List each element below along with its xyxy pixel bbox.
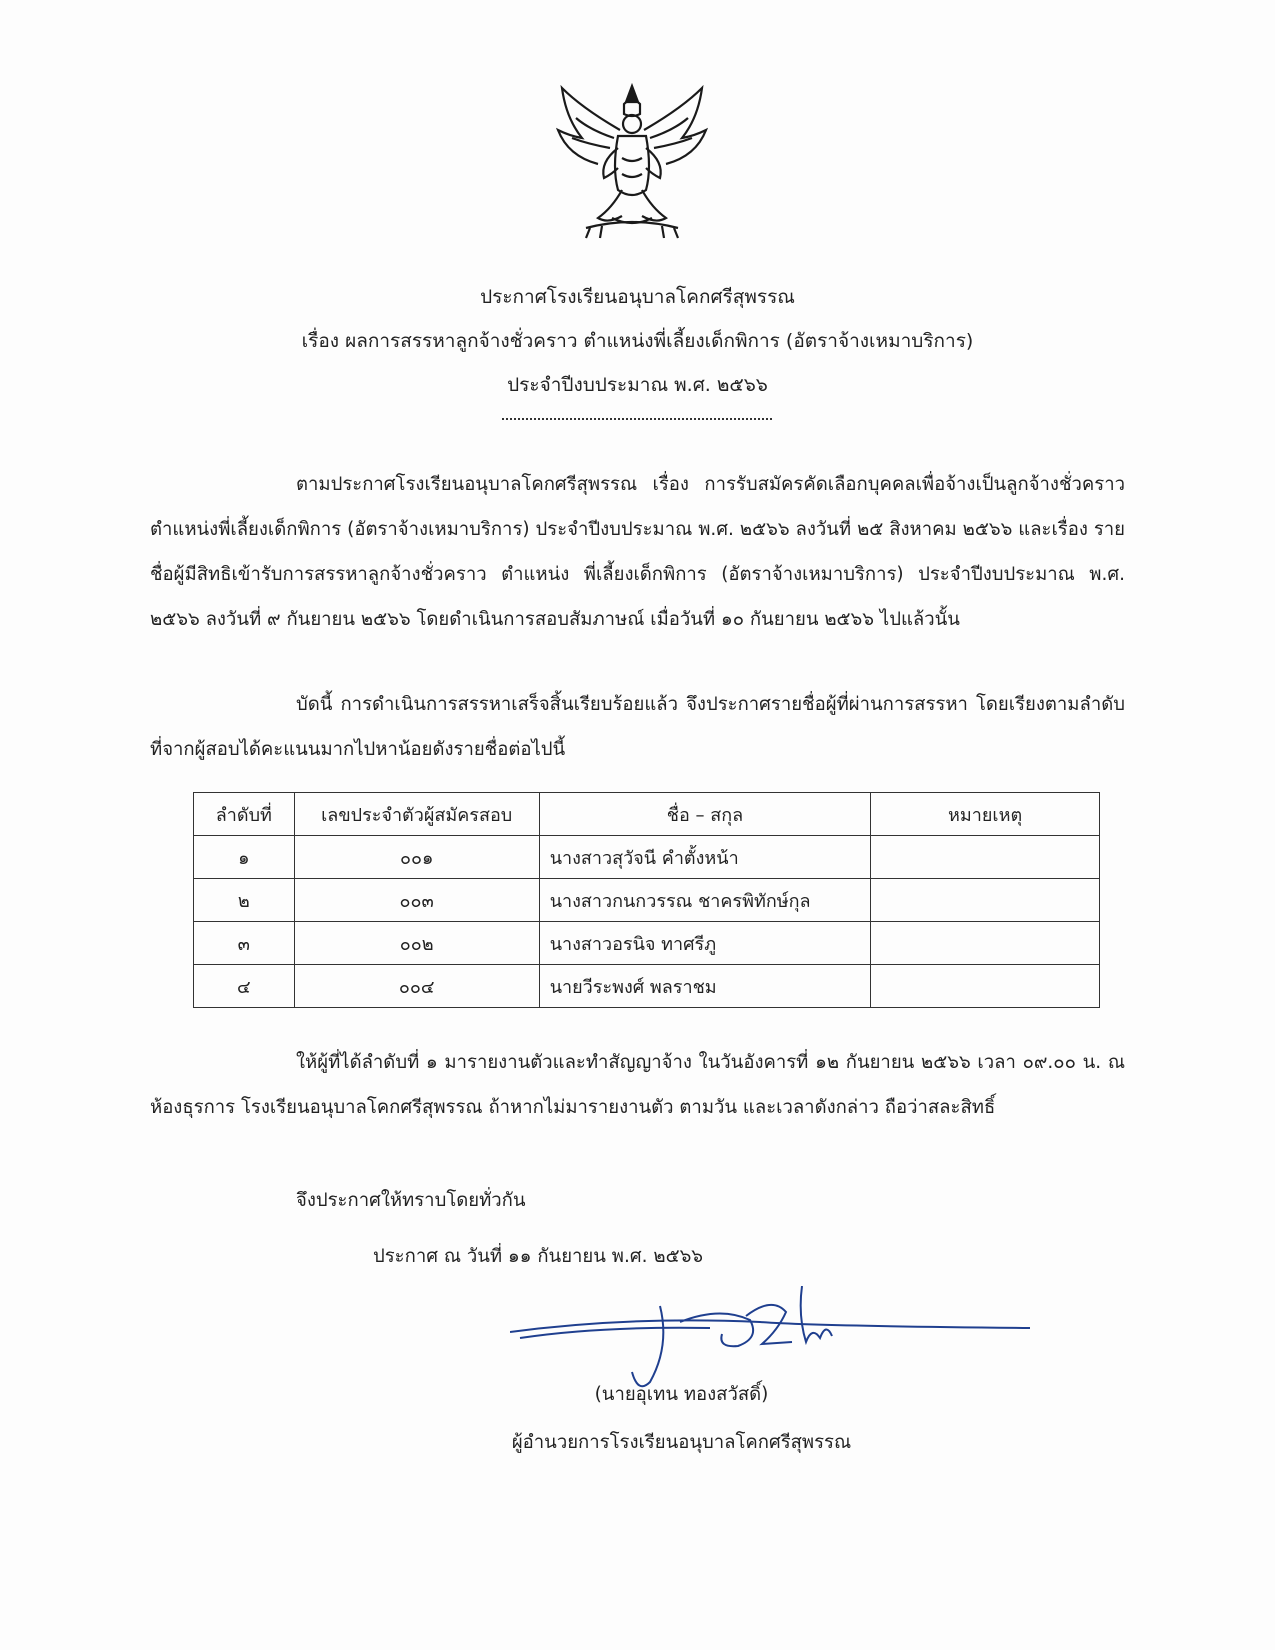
results-table (193, 792, 1100, 1008)
row-applicant-id: ๐๐๒ (294, 922, 539, 965)
row-applicant-id: ๐๐๓ (294, 879, 539, 922)
table-header-row (194, 793, 1100, 836)
table-row (194, 836, 1100, 879)
row-note (871, 965, 1100, 1008)
row-name: นายวีระพงศ์ พลราชม (539, 965, 870, 1008)
paragraph-background: ตามประกาศโรงเรียนอนุบาลโคกศรีสุพรรณ เรื่อง การรับสมัครคัดเลือกบุคคลเพื่อจ้างเป็นลูกจ้างชั่วคราว ตำแหน่งพี่เลี้ยงเด็กพิการ (อัตราจ้างเหมาบริการ) ประจำปีงบประมาณ พ.ศ. ๒๕๖๖ ลงวันที่ ๒๕ สิงหาคม ๒๕๖๖ และเรื่อง รายชื่อผู้มีสิทธิเข้ารับการสรรหาลูกจ้างชั่วคราว ตำแหน่ง พี่เลี้ยงเด็กพิการ (อัตราจ้างเหมาบริการ) ประจำปีงบประมาณ พ.ศ. ๒๕๖๖ ลงวันที่ ๙ กันยายน ๒๕๖๖ โดยดำเนินการสอบสัมภาษณ์ เมื่อวันที่ ๑๐ กันยายน ๒๕๖๖ ไปแล้วนั้น (150, 474, 1125, 630)
table-row (194, 879, 1100, 922)
garuda-emblem-icon (542, 78, 722, 258)
row-name: นางสาวกนกวรรณ ชาครพิทักษ์กุล (539, 879, 870, 922)
announcement-subject: เรื่อง ผลการสรรหาลูกจ้างชั่วคราว ตำแหน่งพี่เลี้ยงเด็กพิการ (อัตราจ้างเหมาบริการ) (301, 330, 974, 352)
row-no: ๒ (194, 879, 295, 922)
row-applicant-id: ๐๐๔ (294, 965, 539, 1008)
row-name: นางสาวสุวัจนี คำตั้งหน้า (539, 836, 870, 879)
table-row (194, 922, 1100, 965)
row-no: ๔ (194, 965, 295, 1008)
row-no: ๑ (194, 836, 295, 879)
header-note: หมายเหตุ (871, 793, 1100, 836)
header-applicant-id: เลขประจำตัวผู้สมัครสอบ (294, 793, 539, 836)
row-note (871, 836, 1100, 879)
signer-title: ผู้อำนวยการโรงเรียนอนุบาลโคกศรีสุพรรณ (511, 1432, 852, 1453)
announcement-title: ประกาศโรงเรียนอนุบาลโคกศรีสุพรรณ (480, 286, 795, 308)
header-name: ชื่อ – สกุล (539, 793, 870, 836)
closing-statement: จึงประกาศให้ทราบโดยทั่วกัน (296, 1190, 526, 1211)
fiscal-year: ประจำปีงบประมาณ พ.ศ. ๒๕๖๖ (507, 374, 768, 396)
paragraph-report-instructions: ให้ผู้ที่ได้ลำดับที่ ๑ มารายงานตัวและทำสัญญาจ้าง ในวันอังคารที่ ๑๒ กันยายน ๒๕๖๖ เวลา ๐๙.๐๐ น. ณ ห้องธุรการ โรงเรียนอนุบาลโคกศรีสุพรรณ ถ้าหากไม่มารายงานตัว ตามวัน และเวลาดังกล่าว ถือว่าสละสิทธิ์ (150, 1052, 1125, 1118)
paragraph-announcement: บัดนี้ การดำเนินการสรรหาเสร็จสิ้นเรียบร้อยแล้ว จึงประกาศรายชื่อผู้ที่ผ่านการสรรหา โดยเรียงตามลำดับที่จากผู้สอบได้คะแนนมากไปหาน้อยดังรายชื่อต่อไปนี้ (150, 694, 1125, 760)
row-name: นางสาวอรนิจ ทาศรีภู (539, 922, 870, 965)
row-note (871, 879, 1100, 922)
dotted-divider (502, 418, 772, 420)
table-row (194, 965, 1100, 1008)
announcement-date: ประกาศ ณ วันที่ ๑๑ กันยายน พ.ศ. ๒๕๖๖ (373, 1246, 704, 1267)
row-applicant-id: ๐๐๑ (294, 836, 539, 879)
row-no: ๓ (194, 922, 295, 965)
row-note (871, 922, 1100, 965)
signer-name: (นายอุเทน ทองสวัสดิ์) (594, 1384, 769, 1405)
header-no: ลำดับที่ (194, 793, 295, 836)
